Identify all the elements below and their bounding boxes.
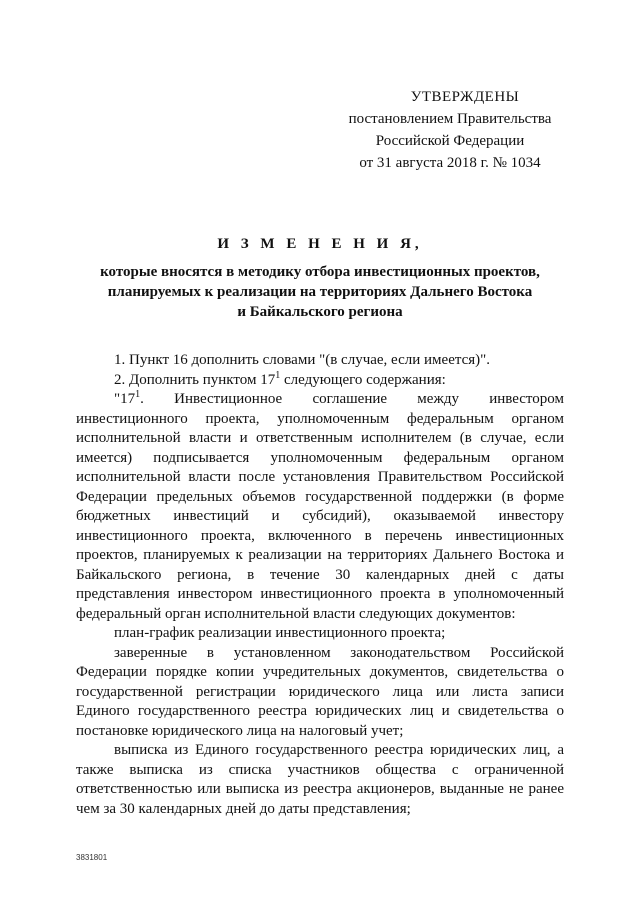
approval-block — [330, 86, 570, 174]
clause-number-start: "17 — [114, 391, 136, 407]
paragraph-clause-17-1 — [76, 390, 564, 624]
clause-superscript: 1 — [135, 389, 141, 400]
document-subtitle — [80, 262, 560, 322]
document-body — [76, 351, 564, 819]
item-2-superscript: 1 — [275, 369, 281, 381]
document-title: И З М Е Н Е Н И Я, — [217, 236, 423, 252]
approval-title: УТВЕРЖДЕНЫ — [410, 89, 520, 105]
approval-country-line: Российской Федерации — [375, 133, 525, 149]
paragraph-schedule: план-график реализации инвестиционного проекта; — [114, 625, 446, 641]
item-2-text-end: следующего содержания: — [280, 371, 446, 388]
approval-decree-line: постановлением Правительства — [348, 111, 552, 127]
subtitle-line-1: которые вносятся в методику отбора инвестиционных проектов, — [100, 264, 540, 280]
paragraph-item-2 — [76, 371, 564, 391]
approval-date-number: от 31 августа 2018 г. № 1034 — [359, 155, 541, 171]
paragraph-registry-extract: выписка из Единого государственного реестра юридических лиц, а также выписка из списка участников общества с ограниченной ответственностью или выписка из реестра акционеров, выданные не ранее чем за 30 календарных дней до даты представления; — [76, 742, 564, 817]
paragraph-item-1: 1. Пункт 16 дополнить словами "(в случае, если имеется)". — [114, 352, 491, 368]
document-code: 3831801 — [76, 853, 108, 862]
clause-text: . Инвестиционное соглашение между инвестором инвестиционного проекта, уполномоченным федеральным органом исполнительной власти и ответственным исполнителем (в случае, если имеется) подписывается уполномоченным федеральным органом исполнительной власти после установления Правительством Российской Федерации предельных объемов государственной поддержки (в форме бюджетных инвестиций и субсидий), оказываемой инвестору инвестиционного проекта, включенного в перечень инвестиционных проектов, планируемых к реализации на территориях Дальнего Востока и Байкальского региона, в течение 30 календарных дней с даты представления инвестором инвестиционного проекта в уполномоченный федеральный орган исполнительной власти следующих документов: — [76, 391, 564, 622]
subtitle-line-2: планируемых к реализации на территориях Дальнего Востока — [107, 284, 533, 300]
subtitle-line-3: и Байкальского региона — [237, 304, 403, 320]
paragraph-certified-copies: заверенные в установленном законодательством Российской Федерации порядке копии учредительных документов, свидетельства о государственной регистрации юридического лица или листа записи Единого государственного реестра юридических лиц и свидетельства о постановке юридического лица на налоговый учет; — [76, 644, 564, 739]
item-2-text-start: 2. Дополнить пунктом 17 — [114, 371, 276, 388]
